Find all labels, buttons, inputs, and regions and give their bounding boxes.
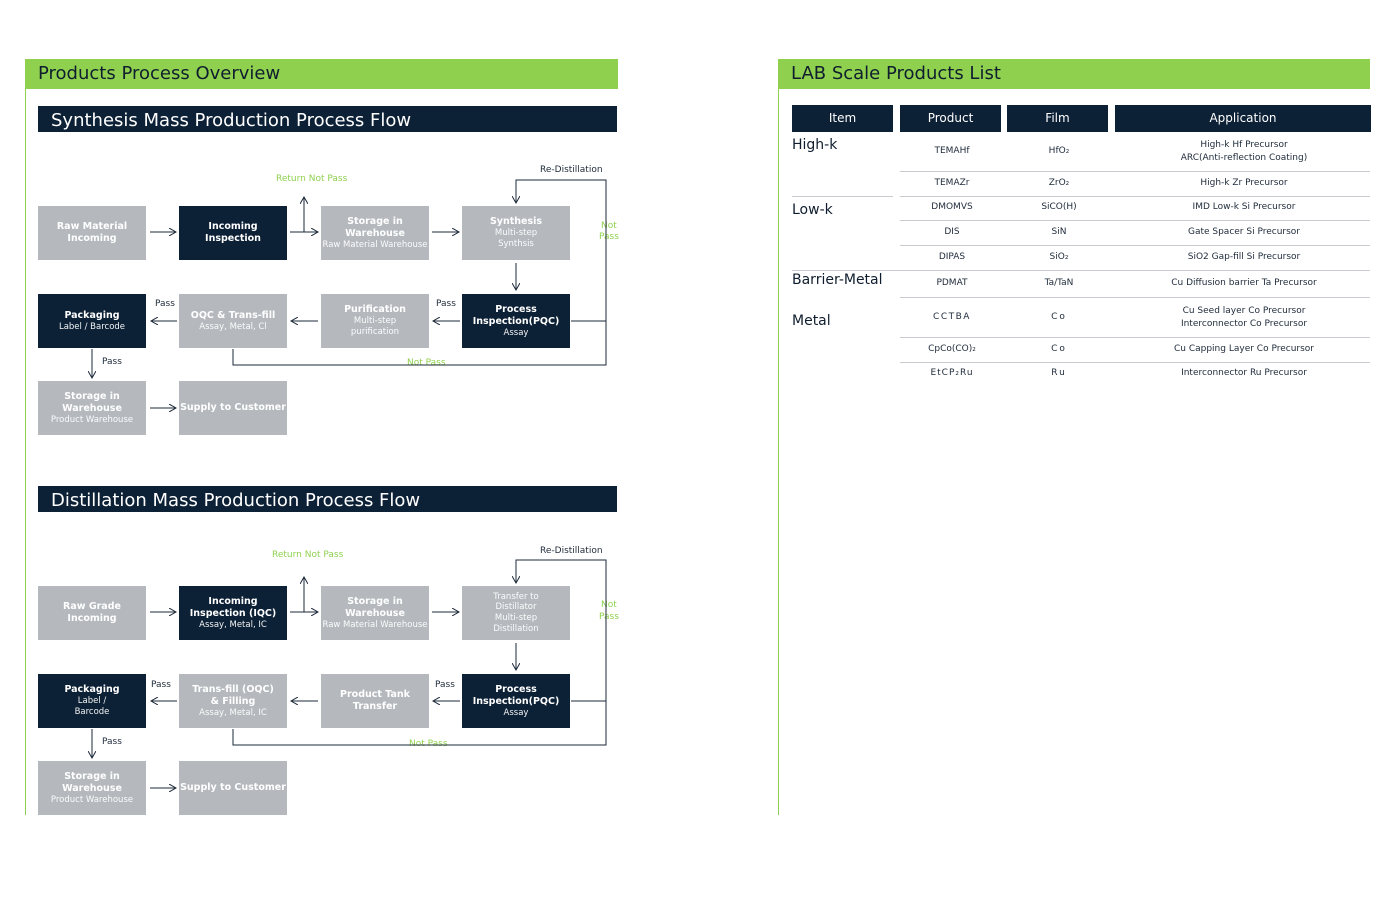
- column-header-item: Item: [792, 105, 893, 132]
- application-line: ARC(Anti-reflection Coating): [1180, 153, 1308, 163]
- label-not: Not: [601, 221, 617, 231]
- node-subtitle: Assay, Metal, IC: [199, 619, 267, 630]
- node-subtitle: Assay: [503, 327, 529, 338]
- film-cell: HfO₂: [1048, 146, 1070, 157]
- row-divider: [900, 337, 1370, 338]
- film-cell: ZrO₂: [1048, 178, 1070, 189]
- node-title: Incoming: [67, 613, 117, 624]
- node-title: Purification: [344, 304, 406, 316]
- application-cell: Gate Spacer Si Precursor: [1187, 227, 1301, 238]
- label-pass: Pass: [436, 299, 456, 309]
- film-cell: Ta/TaN: [1044, 278, 1074, 289]
- node-title: Supply to Customer: [180, 782, 286, 794]
- product-cell: PDMAT: [936, 278, 968, 289]
- node-subtitle: Synthsis: [498, 238, 534, 249]
- product-cell: CpCo(CO)₂: [928, 344, 976, 355]
- node-subtitle: Multi-step: [494, 228, 538, 239]
- node-title: Storage in: [64, 770, 120, 782]
- row-divider: [900, 171, 1370, 172]
- node-subtitle: Product Warehouse: [50, 794, 134, 805]
- node-subtitle: Assay, Metal, Cl: [199, 321, 267, 332]
- row-divider: [900, 196, 1370, 197]
- row-divider: [792, 196, 893, 197]
- column-header-application: Application: [1115, 105, 1371, 132]
- application-cell: Cu Diffusion barrier Ta Precursor: [1171, 278, 1317, 289]
- column-header-product: Product: [900, 105, 1001, 132]
- label-not-pass: Not Pass: [407, 358, 446, 368]
- label-pass: Pass: [151, 680, 171, 690]
- film-cell: SiO₂: [1049, 252, 1069, 263]
- product-cell: DIPAS: [938, 252, 966, 263]
- node-subtitle: Distillation: [493, 623, 539, 634]
- node-subtitle: Multi-step: [353, 316, 397, 327]
- node-subtitle: Distillator: [495, 602, 537, 613]
- application-cell: [1115, 137, 1373, 167]
- node-title: Raw Grade: [63, 601, 121, 613]
- label-pass: Pass: [155, 299, 175, 309]
- lab-scale-products-header: LAB Scale Products List: [778, 59, 1370, 89]
- node-title: Incoming Inspection: [205, 221, 261, 244]
- application-cell: IMD Low-k Si Precursor: [1192, 202, 1296, 213]
- node-title: Storage in Warehouse: [345, 595, 405, 619]
- node-title: OQC & Trans-fill: [190, 309, 276, 321]
- node-subtitle: Raw Material Warehouse: [322, 619, 428, 630]
- row-divider: [792, 270, 1370, 271]
- node-title: Product Tank: [340, 689, 410, 701]
- node-title: Inspection(PQC): [472, 695, 560, 707]
- label-re-distillation: Re-Distillation: [540, 546, 603, 556]
- product-cell: CCTBA: [933, 312, 971, 323]
- node-title: Inspection (IQC): [189, 607, 277, 619]
- application-cell: Cu Capping Layer Co Precursor: [1173, 344, 1314, 355]
- node-title: Storage in Warehouse: [62, 390, 122, 414]
- node-subtitle: Product Warehouse: [50, 414, 134, 425]
- label-pass: Pass: [102, 357, 122, 367]
- node-title: Incoming: [208, 595, 258, 607]
- node-subtitle: Label /: [77, 696, 107, 707]
- film-cell: SiCO(H): [1041, 202, 1077, 213]
- node-title: Storage in Warehouse: [345, 215, 405, 239]
- product-cell: TEMAHf: [934, 146, 970, 157]
- node-title: Incoming: [67, 233, 117, 244]
- item-category: High-k: [792, 137, 838, 153]
- node-title: Process: [495, 303, 537, 315]
- application-cell: High-k Zr Precursor: [1200, 178, 1288, 189]
- node-title: Inspection(PQC): [472, 315, 560, 327]
- node-title: Warehouse: [62, 782, 122, 794]
- node-subtitle: Label / Barcode: [58, 321, 126, 332]
- product-cell: DIS: [944, 227, 960, 238]
- application-cell: [1115, 303, 1373, 333]
- node-title: Transfer: [352, 701, 398, 712]
- row-divider: [900, 220, 1370, 221]
- node-title: & Filling: [210, 695, 256, 707]
- product-cell: DMOMVS: [931, 202, 973, 213]
- application-cell: Interconnector Ru Precursor: [1181, 368, 1307, 379]
- product-cell: TEMAZr: [934, 178, 970, 189]
- application-cell: SiO2 Gap-fill Si Precursor: [1187, 252, 1301, 263]
- row-divider: [900, 297, 1370, 298]
- node-title: Synthesis: [489, 216, 543, 228]
- node-subtitle: Multi-step: [494, 613, 538, 623]
- node-title: Packaging: [64, 309, 120, 321]
- node-subtitle: Assay, Metal, IC: [199, 707, 267, 718]
- node-title: Packaging: [64, 684, 120, 696]
- film-cell: Co: [1051, 312, 1067, 323]
- application-line: Interconnector Co Precursor: [1180, 319, 1308, 329]
- node-title: Raw Material: [56, 221, 128, 233]
- synthesis-flow-title: Synthesis Mass Production Process Flow: [38, 106, 617, 132]
- label-pass: Pass: [102, 737, 122, 747]
- row-divider: [900, 362, 1370, 363]
- label-not-pass: Not Pass: [409, 739, 448, 749]
- film-cell: SiN: [1051, 227, 1067, 238]
- distillation-flow-title: Distillation Mass Production Process Flow: [38, 486, 617, 512]
- label-re-distillation: Re-Distillation: [540, 165, 603, 175]
- label-return-not-pass: Return Not Pass: [272, 550, 344, 560]
- node-title: Process: [495, 683, 537, 695]
- application-line: Cu Seed layer Co Precursor: [1182, 305, 1306, 316]
- label-pass-green: Pass: [599, 612, 619, 622]
- label-return-not-pass: Return Not Pass: [276, 174, 348, 184]
- label-pass-green: Pass: [599, 232, 619, 242]
- row-divider: [900, 245, 1370, 246]
- column-header-film: Film: [1007, 105, 1108, 132]
- item-category: Metal: [792, 313, 831, 329]
- film-cell: Ru: [1051, 368, 1067, 379]
- node-title: Trans-fill (OQC): [192, 683, 274, 695]
- film-cell: Co: [1051, 344, 1067, 355]
- application-line: High-k Hf Precursor: [1200, 139, 1288, 150]
- node-subtitle: Assay: [503, 707, 529, 718]
- node-subtitle: Transfer to: [493, 591, 539, 602]
- node-subtitle: Barcode: [74, 706, 110, 717]
- products-process-overview-header: Products Process Overview: [25, 59, 618, 89]
- product-cell: EtCP₂Ru: [930, 368, 974, 379]
- node-subtitle: Raw Material Warehouse: [322, 239, 428, 250]
- label-not: Not: [601, 600, 617, 610]
- node-subtitle: purification: [350, 326, 400, 337]
- right-panel-border: [778, 89, 779, 815]
- node-title: Supply to Customer: [180, 402, 286, 414]
- item-category: Barrier-Metal: [792, 272, 883, 288]
- label-pass: Pass: [435, 680, 455, 690]
- item-category: Low-k: [792, 202, 833, 218]
